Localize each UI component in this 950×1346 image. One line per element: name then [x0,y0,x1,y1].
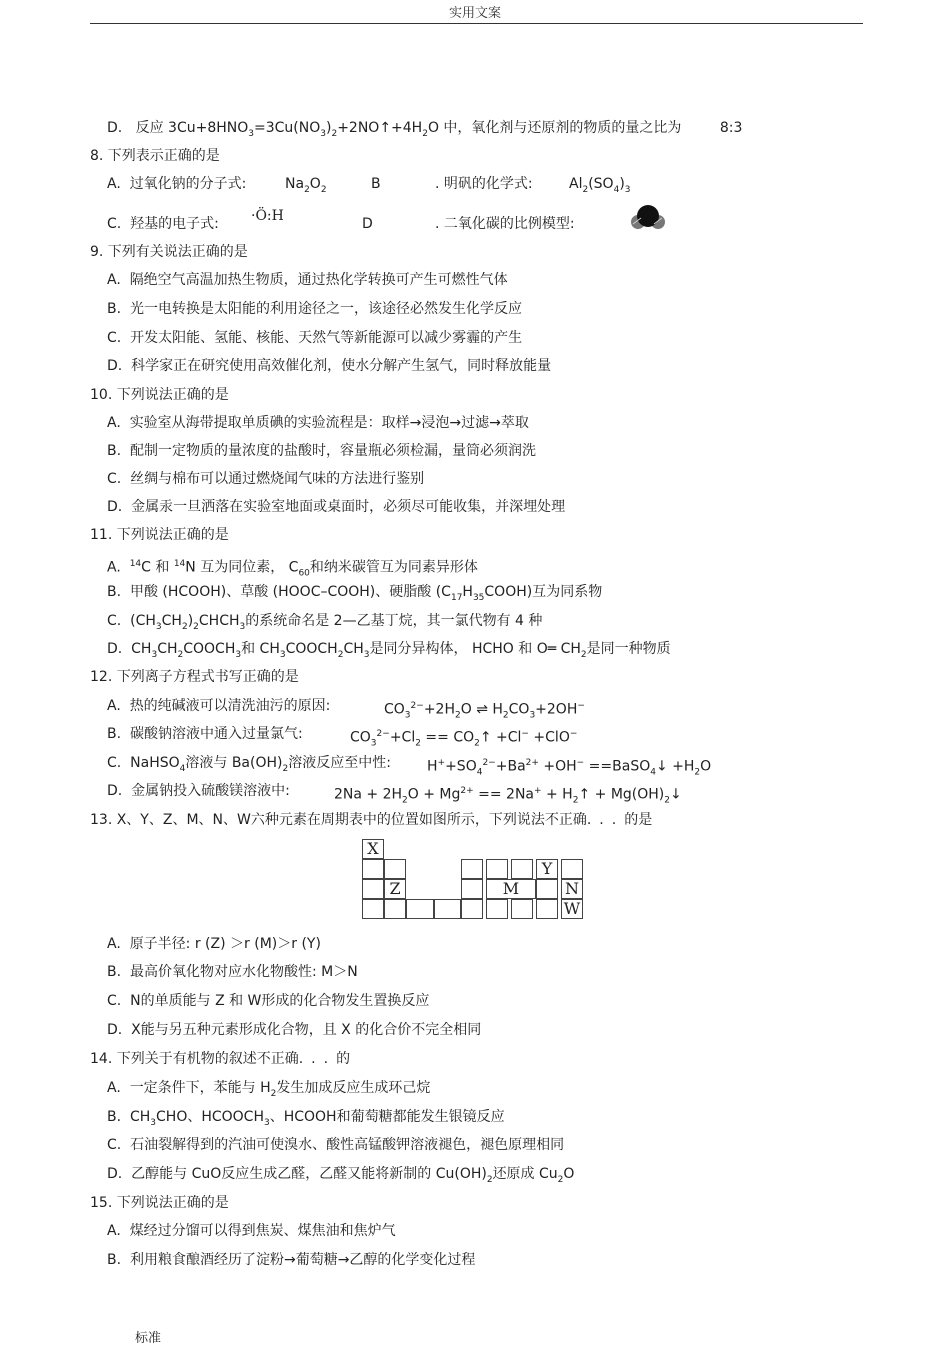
option-text: CHCH [198,613,240,629]
q12-d-equation [334,781,682,810]
cell-empty [511,899,533,919]
subscript: 3 [370,738,377,749]
subscript: 3 [624,184,631,195]
cell-n: N [561,879,583,899]
superscript: 14 [173,559,186,569]
option-text: 是同分异构体， HCHO 和 O═ CH [369,641,581,657]
q12-b-equation [350,724,577,753]
option-text: 利用粮食酿酒经历了淀粉→葡萄糖→乙醇的化学变化过程 [129,1252,476,1268]
option-label: D. [107,783,123,799]
q10-option-c [107,469,424,489]
q8-option-a [107,174,246,194]
ratio-value: 8:3 [719,120,743,136]
option-text: 甲酸 (HCOOH)、草酸 (HOOC–COOH)、硬脂酸 (C [129,584,451,600]
cell-x: X [362,839,384,859]
cell-empty [362,879,384,899]
equation: +Ba [495,758,526,775]
option-text: 隔绝空气高温加热生物质，通过热化学转换可产生可燃性气体 [129,272,508,288]
q15-stem: 15. 下列说法正确的是 [90,1195,229,1211]
subscript: 35 [472,592,485,603]
formula: (SO [588,176,614,192]
q13-option-b [107,962,358,982]
option-label: C. [107,1137,122,1153]
superscript: 2+ [460,786,474,796]
cell-empty [434,899,461,919]
superscript: − [521,729,529,739]
q10-option-b [107,441,536,461]
option-text: 反应 3Cu+8HNO [135,120,249,136]
option-text: 碳酸钠溶液中通入过量氯气: [129,726,303,742]
option-label: A. [107,176,121,192]
subscript: 3 [155,621,162,632]
stem-text: 的是 [624,812,653,828]
option-label: B. [107,1109,122,1125]
option-label: A. [107,415,121,431]
option-text: 原子半径: r (Z) ＞r (M)＞r (Y) [129,936,321,952]
stem-text: 14. 下列关于有机物的叙述不正确 [90,1051,299,1067]
superscript: 2− [410,701,424,711]
subscript: 2 [557,1174,564,1185]
option-text: 一定条件下，苯能与 H [129,1080,271,1096]
equation: +OH [538,758,577,775]
subscript: 3 [239,621,246,632]
subscript: 17 [450,592,463,603]
option-text: O [563,1166,575,1182]
option-text: 的系统命名是 2—乙基丁烷，其一氯代物有 4 种 [245,613,543,629]
option-label: C. [107,471,122,487]
subscript: 2 [320,184,327,195]
equation: CO [384,701,405,718]
option-text: COOH)互为同系物 [484,584,603,600]
cell-empty [461,879,483,899]
option-text: N 互为同位素， C [185,559,299,576]
equation: O + Mg [407,786,461,803]
subscript: 3 [529,710,536,721]
option-text: ) [187,613,194,629]
q14-option-d [107,1164,574,1190]
subscript: 2 [422,128,428,139]
q11-option-d [107,639,671,665]
option-text: NaHSO [130,755,180,771]
option-text: 丝绸与棉布可以通过燃烧闻气味的方法进行鉴别 [130,471,425,487]
subscript: 2 [580,649,587,660]
subscript: 2 [402,795,408,806]
q8-option-d-text: . 二氧化碳的比例模型: [435,216,575,232]
q12-stem: 12. 下列离子方程式书写正确的是 [90,669,299,685]
option-label: A. [107,559,121,576]
equation: O ⇌ H [460,701,503,718]
q11-option-b [107,582,602,608]
cell-empty [406,899,434,919]
subscript: 4 [179,763,186,774]
q8-a-formula [285,174,327,200]
subscript: 2 [502,710,509,721]
subscript: 3 [263,1117,270,1128]
option-label: B. [107,301,122,317]
cell-z: Z [384,879,406,899]
q11-stem: 11. 下列说法正确的是 [90,527,229,543]
option-text: 开发太阳能、氢能、核能、天然气等新能源可以减少雾霾的产生 [130,330,523,346]
cell-empty [511,859,533,879]
equation: == CO [420,729,475,746]
option-text: N的单质能与 Z 和 W形成的化合物发生置换反应 [130,993,430,1009]
superscript: − [576,758,585,768]
q12-option-a [107,696,330,716]
formula: ) [619,176,625,192]
equation: +Cl [389,729,416,746]
subscript: 2 [193,621,199,632]
q8-b-formula [569,174,631,200]
q10-stem: 10. 下列说法正确的是 [90,387,229,403]
subscript: 2 [572,795,579,806]
cell-empty [536,879,558,899]
superscript: − [569,729,578,739]
option-label: C. [107,993,122,1009]
header-divider [90,23,863,24]
subscript: 2 [694,767,701,778]
option-text: 是同一种物质 [586,641,671,657]
option-text: 热的纯碱液可以清洗油污的原因: [129,698,331,714]
subscript: 3 [151,649,158,660]
q8-option-c [107,214,219,234]
option-text: 科学家正在研究使用高效催化剂，使水分解产生氢气，同时释放能量 [131,358,552,374]
superscript: + [534,786,542,796]
option-text: 实验室从海带提取单质碘的实验流程是：取样→浸泡→过滤→萃取 [129,415,529,431]
stem-text: 13. X、Y、Z、M、N、W六种元素在周期表中的位置如图所示，下列说法不正确 [90,812,587,828]
hydroxyl-electron-formula: ·Ö:H [251,208,284,224]
page-header: 实用文案 [448,6,501,21]
option-label: D. [107,358,123,374]
q11-option-a [107,554,478,583]
subscript: 2 [177,649,184,660]
cell-empty [362,859,384,879]
subscript: 3 [248,128,254,139]
q15-option-b [107,1250,475,1270]
option-text: 乙醇能与 CuO反应生成乙醛，乙醛又能将新制的 Cu(OH) [131,1166,487,1182]
q13-option-d [107,1020,481,1040]
cell-empty [362,899,384,919]
option-text: O 中，氧化剂与还原剂的物质的量之比为 [427,120,682,136]
option-label: D. [107,641,123,657]
equation: H [427,758,438,775]
subscript: 4 [476,767,483,778]
superscript: + [437,758,446,768]
q7-option-d [107,118,742,144]
q12-option-b [107,724,303,744]
cell-empty [536,899,558,919]
option-text: +2NO↑+4H [337,120,423,136]
q10-option-d [107,497,565,517]
option-text: H [462,584,473,600]
equation: CO [508,701,530,718]
subscript: 4 [613,184,620,195]
superscript: − [577,701,585,711]
option-label: C. [107,755,122,771]
cell-empty [384,899,406,919]
option-text: 羟基的电子式: [130,216,219,232]
equation: +ClO [528,729,570,746]
superscript: 2− [376,729,390,739]
superscript: 2+ [525,758,539,768]
option-label: A. [107,698,121,714]
q12-option-c [107,753,391,779]
option-text: ) [325,120,332,136]
option-text: COOCH [285,641,338,657]
subscript: 2 [664,795,670,806]
option-label: A. [107,272,121,288]
stem-text: 的 [336,1051,351,1067]
q13-option-a [107,934,321,954]
emphasis-dots: ... [586,812,625,828]
option-label: A. [107,1223,121,1239]
option-text: CH [161,613,182,629]
subscript: 3 [235,649,242,660]
option-label: A. [107,936,121,952]
cell-m: M [486,879,536,899]
cell-y: Y [536,859,558,879]
formula: O [309,176,321,192]
option-text: 溶液与 Ba(OH) [185,755,283,771]
q8-option-d-label: D [362,216,373,232]
subscript: 3 [404,710,411,721]
formula: Al [569,176,583,192]
option-label: D. [107,1022,123,1038]
q14-stem [90,1049,350,1069]
equation: O [700,758,712,775]
subscript: 3 [279,649,286,660]
subscript: 2 [181,621,188,632]
option-label: C. [107,216,122,232]
q9-option-b [107,299,522,319]
option-text: X能与另五种元素形成化合物，且 X 的化合价不完全相同 [131,1022,482,1038]
equation: CO [350,729,371,746]
equation: ↑ +Cl [479,729,522,746]
q10-option-a [107,413,529,433]
option-text: CH [157,641,178,657]
equation: == 2Na [473,786,534,803]
q12-option-d [107,781,290,801]
option-label: B. [107,443,122,459]
subscript: 2 [304,184,310,195]
equation: ↑ + Mg(OH) [578,786,665,803]
q14-option-b [107,1107,505,1133]
cell-empty [486,859,508,879]
q11-option-c [107,611,542,637]
cell-empty [384,859,406,879]
q14-option-c [107,1135,564,1155]
q12-a-equation [384,696,585,725]
equation: + H [541,786,573,803]
equation: ==BaSO [584,758,651,775]
option-label: C. [107,330,122,346]
q13-option-c [107,991,429,1011]
superscript: 2− [482,758,496,768]
subscript: 60 [298,568,310,579]
q13-stem [90,810,652,830]
emphasis-dots: ... [298,1051,337,1067]
option-text: 配制一定物质的量浓度的盐酸时，容量瓶必须检漏，量筒必须润洗 [129,443,536,459]
subscript: 2 [282,763,289,774]
q9-option-c [107,328,522,348]
option-text: 和纳米碳管互为同素异形体 [309,559,478,576]
option-text: 光一电转换是太阳能的利用途径之一，该途径必然发生化学反应 [129,301,522,317]
option-text: (CH [130,613,156,629]
q8-option-b-text: . 明矾的化学式: [435,176,533,192]
option-text: =3Cu(NO [254,120,321,136]
equation: +2H [423,701,455,718]
option-label: B. [107,964,122,980]
q9-stem: 9. 下列有关说法正确的是 [90,244,248,260]
option-text: 金属钠投入硫酸镁溶液中: [131,783,290,799]
option-text: CH [129,1109,151,1125]
q8-option-b-label: B [371,176,381,192]
subscript: 2 [331,128,338,139]
option-label: C. [107,613,122,629]
option-text: 和 CH [241,641,280,657]
co2-space-filling-model-icon [630,202,666,232]
option-text: COOCH [183,641,236,657]
cell-empty [561,859,583,879]
option-text: 、HCOOH和葡萄糖都能发生银镜反应 [269,1109,505,1125]
q12-c-equation [427,753,711,782]
cell-empty [461,859,483,879]
option-text: 金属汞一旦洒落在实验室地面或桌面时，必须尽可能收集，并深埋处理 [131,499,566,515]
subscript: 2 [486,1174,493,1185]
equation: ↓ [670,786,682,803]
option-text: 还原成 Cu [492,1166,558,1182]
equation: +2OH [535,701,578,718]
q8-stem: 8. 下列表示正确的是 [90,148,220,164]
subscript: 3 [150,1117,157,1128]
q9-option-d [107,356,551,376]
cell-empty [486,899,508,919]
formula: Na [285,176,305,192]
option-text: CH [131,641,152,657]
option-text: 石油裂解得到的汽油可使溴水、酸性高锰酸钾溶液褪色，褪色原理相同 [130,1137,565,1153]
subscript: 4 [650,767,656,778]
option-text: 溶液反应至中性: [288,755,391,771]
q14-option-a [107,1078,430,1104]
option-label: B. [107,1252,122,1268]
subscript: 2 [270,1088,277,1099]
option-label: D. [107,120,123,136]
equation: ↓ +H [655,758,695,775]
subscript: 2 [474,738,480,749]
page-footer: 标准 [135,1331,162,1346]
option-label: D. [107,1166,123,1182]
option-text: 发生加成反应生成环己烷 [276,1080,431,1096]
cell-w: W [561,899,583,919]
equation: 2Na + 2H [334,786,403,803]
q15-option-a [107,1221,396,1241]
subscript: 2 [337,649,344,660]
option-text: CH [343,641,364,657]
option-text: 煤经过分馏可以得到焦炭、煤焦油和焦炉气 [129,1223,396,1239]
subscript: 2 [415,738,421,749]
option-label: D. [107,499,123,515]
option-text: C 和 [141,559,170,576]
equation: +SO [445,758,477,775]
q9-option-a [107,270,508,290]
subscript: 2 [582,184,589,195]
option-text: CHO、HCOOCH [156,1109,264,1125]
option-text: 过氧化钠的分子式: [129,176,247,192]
option-label: B. [107,584,122,600]
superscript: 14 [129,559,142,569]
subscript: 2 [454,710,461,721]
cell-empty [461,899,483,919]
option-label: A. [107,1080,121,1096]
subscript: 3 [363,649,370,660]
option-text: 最高价氧化物对应水化物酸性: M＞N [129,964,358,980]
subscript: 3 [320,128,326,139]
option-label: B. [107,726,122,742]
